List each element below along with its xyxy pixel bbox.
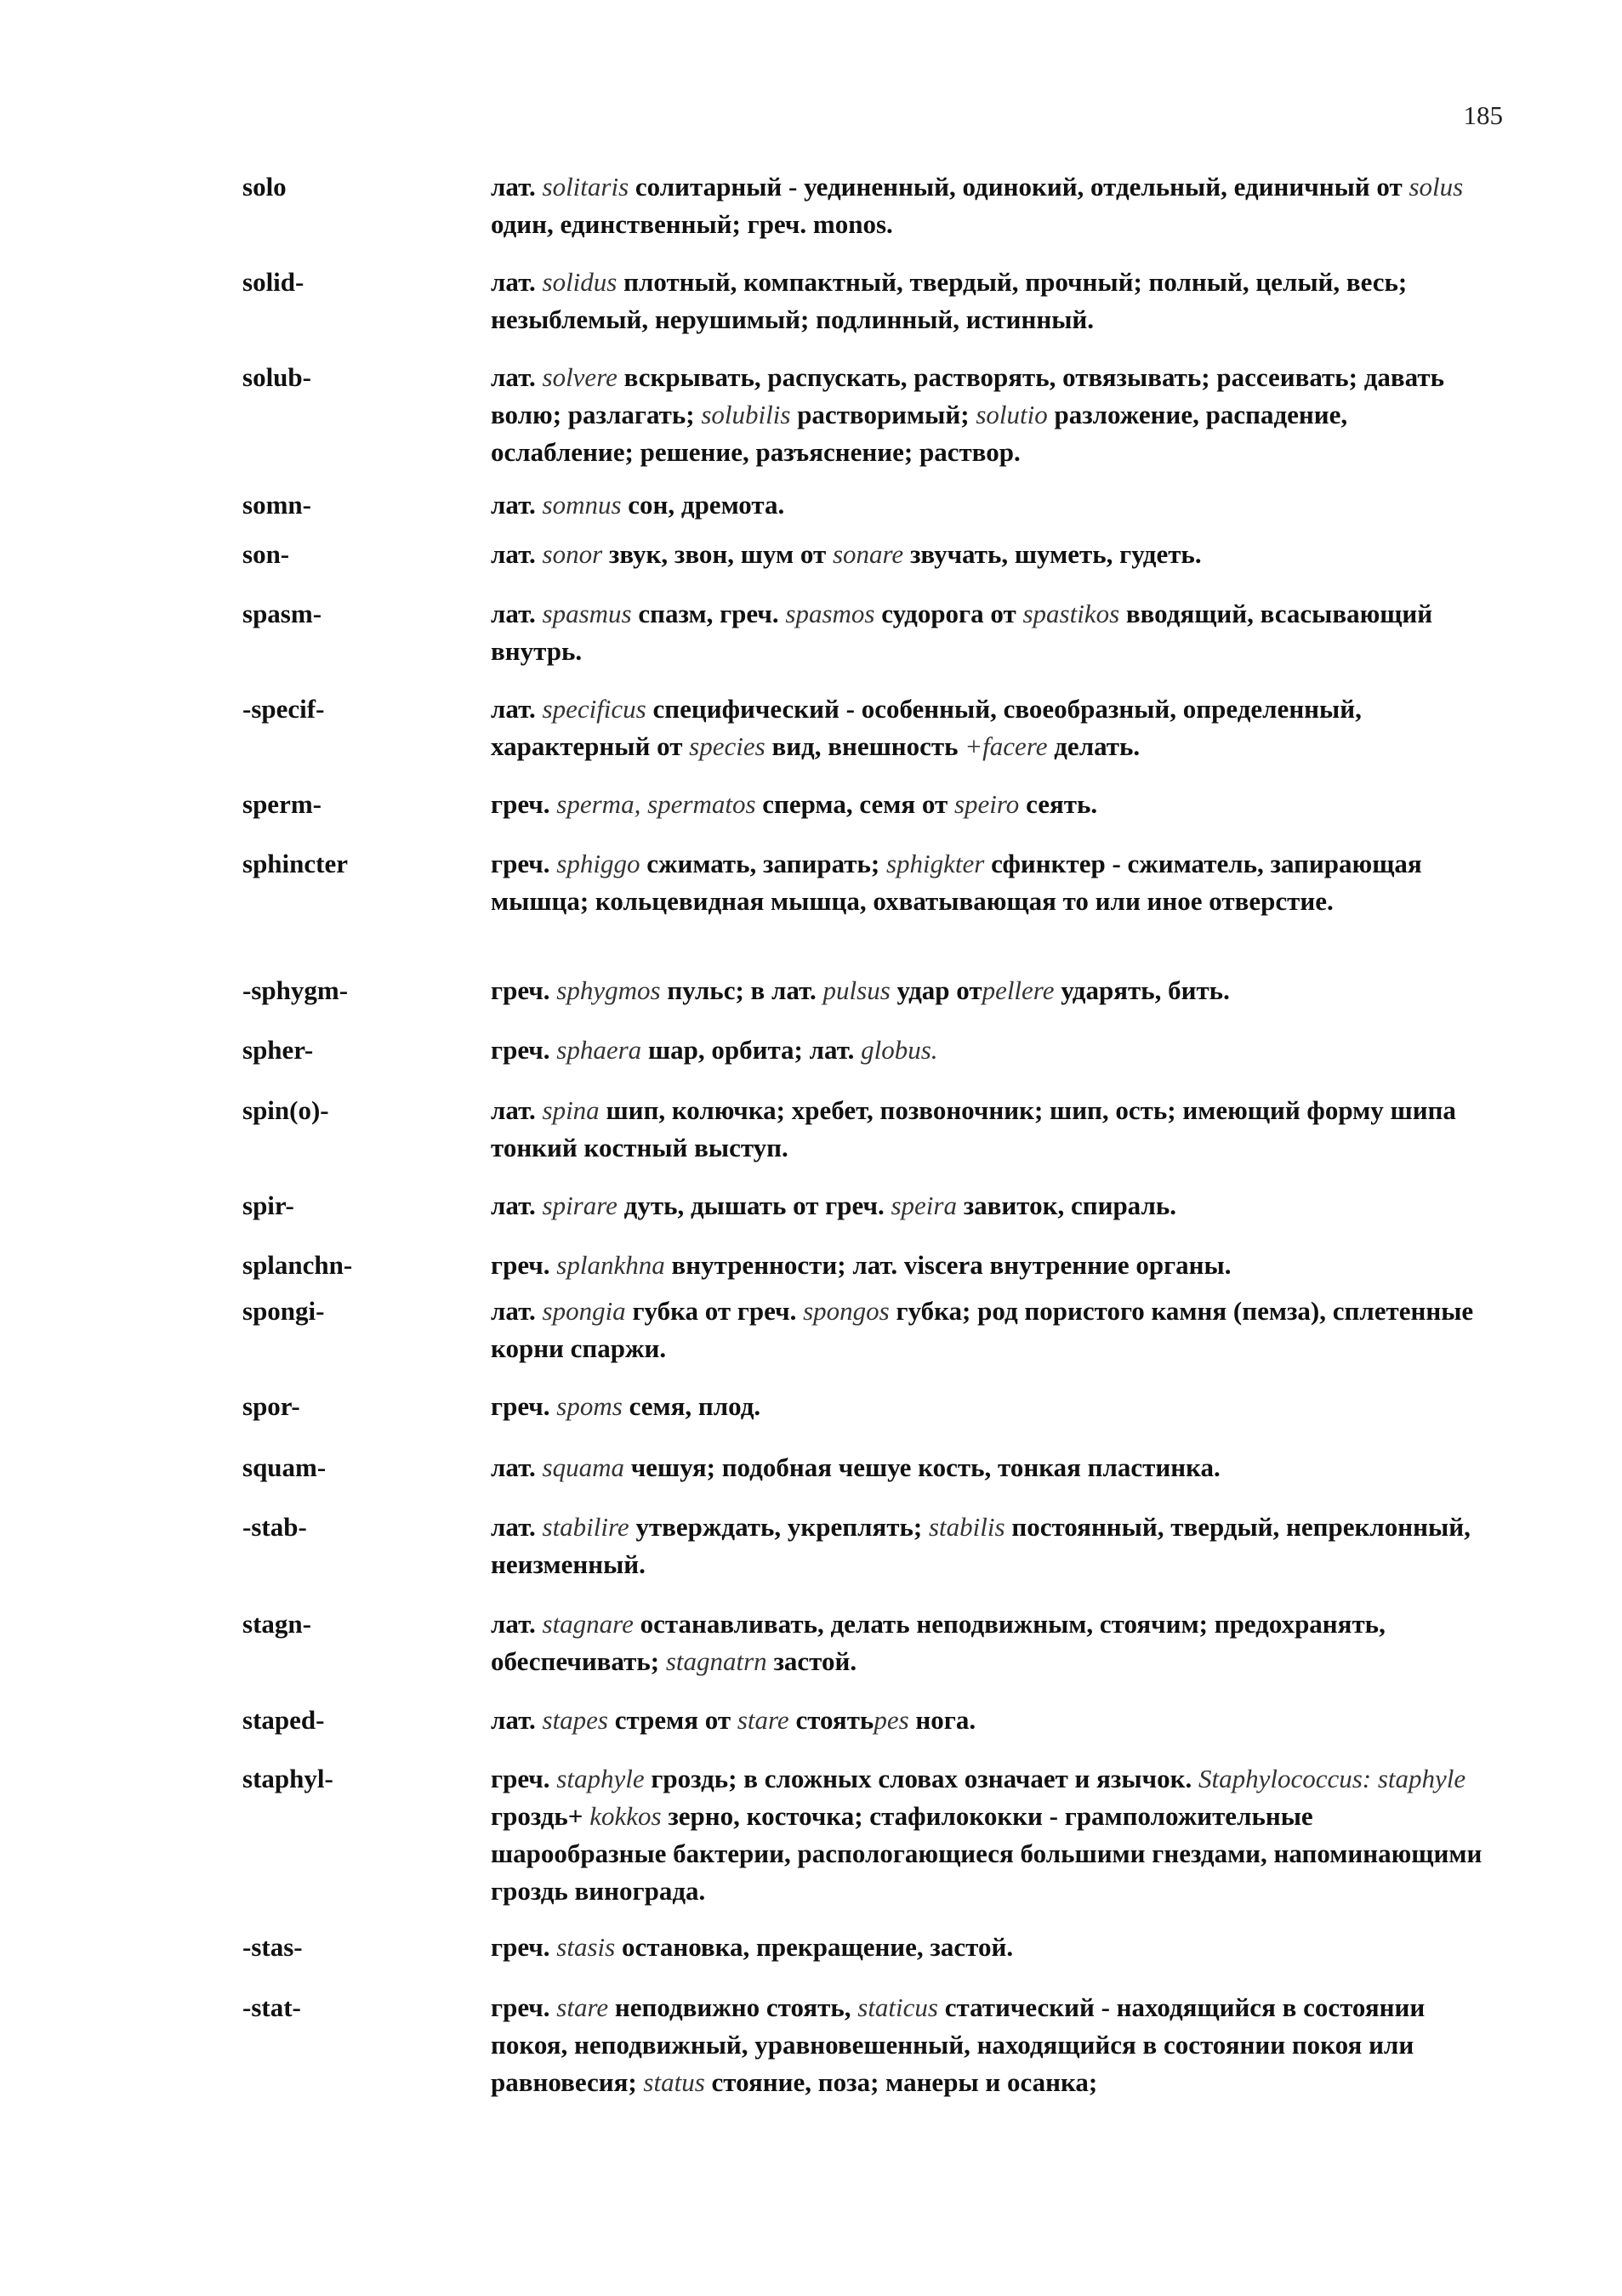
- definition-text-fragment: греч.: [491, 789, 557, 819]
- entry-definition: [491, 1247, 1493, 1284]
- definition-text-fragment: сперма, семя от: [755, 789, 954, 819]
- definition-text-fragment: застой.: [766, 1646, 857, 1676]
- dictionary-entry: [242, 1187, 1493, 1225]
- definition-text-fragment: ударять, бить.: [1054, 975, 1230, 1005]
- definition-italic-fragment: sonare: [832, 539, 904, 569]
- definition-italic-fragment: solus: [1409, 172, 1464, 202]
- dictionary-entry: [242, 359, 1493, 471]
- entry-definition: [491, 1187, 1493, 1225]
- definition-italic-fragment: kokkos: [589, 1801, 662, 1831]
- dictionary-entry: [242, 786, 1493, 823]
- definition-text-fragment: завиток, спираль.: [956, 1191, 1176, 1220]
- definition-text-fragment: лат.: [491, 539, 543, 569]
- definition-text-fragment: пульс; в лат.: [660, 975, 823, 1005]
- entry-term: solub-: [242, 362, 311, 392]
- definition-italic-fragment: sphygmos: [556, 975, 661, 1005]
- definition-text-fragment: спазм, греч.: [631, 599, 786, 628]
- definition-text-fragment: лат.: [491, 599, 543, 628]
- entry-definition: [491, 1449, 1493, 1486]
- dictionary-entry: [242, 972, 1493, 1009]
- entry-term: -specif-: [242, 694, 325, 724]
- definition-text-fragment: один, единственный; греч. monos.: [491, 209, 893, 239]
- entry-definition: [491, 786, 1493, 823]
- entry-term: spir-: [242, 1191, 294, 1220]
- definition-text-fragment: сжимать, запирать;: [640, 849, 886, 878]
- definition-italic-fragment: splankhna: [556, 1250, 665, 1280]
- definition-italic-fragment: staticus: [857, 1992, 938, 2022]
- definition-italic-fragment: squama: [542, 1452, 624, 1482]
- definition-italic-fragment: stasis: [556, 1932, 616, 1962]
- definition-italic-fragment: solvere: [542, 362, 617, 392]
- dictionary-entry: [242, 536, 1493, 573]
- definition-italic-fragment: +facere: [965, 731, 1048, 761]
- definition-italic-fragment: stare: [737, 1705, 789, 1735]
- definition-italic-fragment: spastikos: [1022, 599, 1120, 628]
- definition-text-fragment: специфический - особенный, своеобразный, определенный, характерный от: [491, 694, 1362, 761]
- definition-italic-fragment: spongia: [542, 1296, 626, 1326]
- dictionary-entry: [242, 1702, 1493, 1739]
- dictionary-entry: [242, 1293, 1493, 1367]
- definition-italic-fragment: solutio: [976, 400, 1048, 429]
- entry-definition: [491, 691, 1493, 765]
- dictionary-entry: [242, 1031, 1493, 1069]
- definition-text-fragment: звук, звон, шум от: [602, 539, 833, 569]
- definition-italic-fragment: sperma, spermatos: [556, 789, 756, 819]
- definition-text-fragment: вскрывать, распускать, растворять, отвязывать; рассеивать; давать волю; разлагать;: [491, 362, 1444, 429]
- definition-text-fragment: лат.: [491, 267, 543, 297]
- dictionary-entry: [242, 168, 1493, 243]
- definition-text-fragment: постоянный, твердый, непреклонный, неизменный.: [491, 1512, 1471, 1579]
- dictionary-entry: [242, 264, 1493, 338]
- definition-text-fragment: греч.: [491, 975, 557, 1005]
- entry-definition: [491, 1760, 1493, 1910]
- definition-text-fragment: лат.: [491, 1512, 543, 1542]
- definition-italic-fragment: speiro: [953, 789, 1020, 819]
- definition-text-fragment: губка от греч.: [625, 1296, 804, 1326]
- definition-text-fragment: лат.: [491, 1191, 543, 1220]
- entry-term: squam-: [242, 1452, 327, 1482]
- dictionary-entry: [242, 1989, 1493, 2101]
- definition-text-fragment: лат.: [491, 1296, 543, 1326]
- entry-definition: [491, 359, 1493, 471]
- entry-term: son-: [242, 539, 290, 569]
- entry-term: spor-: [242, 1391, 300, 1421]
- entry-definition: [491, 1293, 1493, 1367]
- entry-term: spongi-: [242, 1296, 325, 1326]
- dictionary-entry: [242, 1605, 1493, 1680]
- definition-italic-fragment: somnus: [542, 490, 622, 520]
- definition-text-fragment: судорога от: [874, 599, 1023, 628]
- definition-text-fragment: шип, колючка; хребет, позвоночник; шип, ость; имеющий форму шипа тонкий костный выступ.: [491, 1095, 1456, 1162]
- definition-text-fragment: статический - находящийся в состоянии покоя, неподвижный, уравновешенный, находящийся в состоянии покоя или равновесия;: [491, 1992, 1426, 2097]
- definition-text-fragment: сон, дремота.: [621, 490, 785, 520]
- definition-text-fragment: растворимый;: [790, 400, 976, 429]
- entry-term: somn-: [242, 490, 311, 520]
- definition-text-fragment: разложение, распадение, ослабление; решение, разъяснение; раствор.: [491, 400, 1348, 467]
- definition-italic-fragment: sphiggo: [556, 849, 640, 878]
- definition-text-fragment: гроздь+: [491, 1801, 590, 1831]
- definition-italic-fragment: globus.: [861, 1035, 938, 1065]
- definition-text-fragment: лат.: [491, 490, 543, 520]
- definition-italic-fragment: sphaera: [556, 1035, 642, 1065]
- definition-text-fragment: лат.: [491, 1095, 543, 1125]
- definition-italic-fragment: staphyle: [556, 1764, 645, 1793]
- definition-text-fragment: губка; род пористого камня (пемза), сплетенные корни спаржи.: [491, 1296, 1474, 1363]
- dictionary-entry: [242, 1509, 1493, 1583]
- definition-text-fragment: вид, внешность: [765, 731, 965, 761]
- definition-italic-fragment: spasmus: [542, 599, 632, 628]
- definition-text-fragment: сфинктер - сжиматель, запирающая мышца; кольцевидная мышца, охватывающая то или иное отверстие.: [491, 849, 1422, 916]
- definition-italic-fragment: species: [689, 731, 765, 761]
- definition-italic-fragment: stapes: [542, 1705, 608, 1735]
- definition-text-fragment: греч.: [491, 1992, 557, 2022]
- definition-text-fragment: дуть, дышать от греч.: [617, 1191, 891, 1220]
- definition-text-fragment: остановка, прекращение, застой.: [615, 1932, 1014, 1962]
- dictionary-entry: [242, 1388, 1493, 1425]
- entry-term: solid-: [242, 267, 304, 297]
- entry-definition: [491, 1702, 1493, 1739]
- entry-term: sphincter: [242, 849, 348, 878]
- definition-italic-fragment: status: [643, 2067, 705, 2097]
- definition-italic-fragment: stagnare: [542, 1609, 634, 1639]
- definition-text-fragment: нога.: [908, 1705, 976, 1735]
- definition-text-fragment: неподвижно стоять,: [608, 1992, 858, 2022]
- entry-definition: [491, 1929, 1493, 1966]
- dictionary-entry: [242, 1760, 1493, 1910]
- definition-italic-fragment: specificus: [542, 694, 646, 724]
- definition-italic-fragment: solitaris: [542, 172, 629, 202]
- dictionary-entry: [242, 595, 1493, 670]
- definition-italic-fragment: spongos: [803, 1296, 890, 1326]
- definition-italic-fragment: solidus: [542, 267, 617, 297]
- dictionary-entry: [242, 845, 1493, 920]
- entry-term: staped-: [242, 1705, 325, 1735]
- definition-text-fragment: останавливать, делать неподвижным, стоячим; предохранять, обеспечивать;: [491, 1609, 1386, 1676]
- entry-definition: [491, 486, 1493, 524]
- definition-text-fragment: лат.: [491, 1705, 543, 1735]
- entry-definition: [491, 1989, 1493, 2101]
- dictionary-entry: [242, 1247, 1493, 1284]
- page-number: 185: [1463, 100, 1503, 130]
- definition-italic-fragment: spina: [542, 1095, 600, 1125]
- definition-italic-fragment: pellere: [982, 975, 1055, 1005]
- dictionary-entry: [242, 1449, 1493, 1486]
- dictionary-entry: [242, 691, 1493, 765]
- entry-definition: [491, 536, 1493, 573]
- dictionary-entry: [242, 486, 1493, 524]
- definition-text-fragment: семя, плод.: [622, 1391, 761, 1421]
- definition-text-fragment: солитарный - уединенный, одинокий, отдельный, единичный от: [629, 172, 1409, 202]
- entry-term: stagn-: [242, 1609, 311, 1639]
- definition-text-fragment: греч.: [491, 1932, 557, 1962]
- dictionary-entry: [242, 1092, 1493, 1167]
- entry-term: -stab-: [242, 1512, 307, 1542]
- definition-text-fragment: гроздь; в сложных словах означает и язычок.: [644, 1764, 1198, 1793]
- entry-definition: [491, 595, 1493, 670]
- entry-term: splanchn-: [242, 1250, 353, 1280]
- definition-text-fragment: зерно, косточка; стафилококки - грамположительные шарообразные бактерии, распологающиеся большими гнездами, напоминающими гроздь винограда.: [491, 1801, 1483, 1906]
- entry-definition: [491, 845, 1493, 920]
- definition-text-fragment: лат.: [491, 1609, 543, 1639]
- entry-term: -stas-: [242, 1932, 303, 1962]
- definition-text-fragment: лат.: [491, 172, 543, 202]
- definition-italic-fragment: spasmos: [785, 599, 875, 628]
- definition-text-fragment: стоять: [788, 1705, 874, 1735]
- entry-definition: [491, 1092, 1493, 1167]
- definition-text-fragment: звучать, шуметь, гудеть.: [903, 539, 1202, 569]
- definition-text-fragment: чешуя; подобная чешуе кость, тонкая пластинка.: [623, 1452, 1221, 1482]
- definition-italic-fragment: stagnatrn: [665, 1646, 767, 1676]
- entry-definition: [491, 168, 1493, 243]
- entry-term: -sphygm-: [242, 975, 349, 1005]
- definition-italic-fragment: spoms: [556, 1391, 623, 1421]
- definition-text-fragment: лат.: [491, 1452, 543, 1482]
- definition-italic-fragment: Staphylococcus: staphyle: [1198, 1764, 1466, 1793]
- definition-text-fragment: утверждать, укреплять;: [629, 1512, 929, 1542]
- definition-text-fragment: греч.: [491, 1035, 557, 1065]
- entry-definition: [491, 1388, 1493, 1425]
- definition-italic-fragment: solubilis: [701, 400, 791, 429]
- dictionary-entry: [242, 1929, 1493, 1966]
- entry-term: spasm-: [242, 599, 322, 628]
- definition-text-fragment: стремя от: [608, 1705, 737, 1735]
- definition-text-fragment: греч.: [491, 1250, 557, 1280]
- definition-italic-fragment: pes: [874, 1705, 909, 1735]
- entry-definition: [491, 1605, 1493, 1680]
- definition-text-fragment: сеять.: [1019, 789, 1098, 819]
- entry-term: solo: [242, 172, 287, 202]
- entry-term: staphyl-: [242, 1764, 333, 1793]
- definition-text-fragment: греч.: [491, 849, 557, 878]
- entry-definition: [491, 1509, 1493, 1583]
- entry-term: -stat-: [242, 1992, 301, 2022]
- entry-definition: [491, 1031, 1493, 1069]
- definition-italic-fragment: pulsus: [822, 975, 891, 1005]
- definition-text-fragment: греч.: [491, 1391, 557, 1421]
- entry-term: spher-: [242, 1035, 314, 1065]
- definition-text-fragment: стояние, поза; манеры и осанка;: [704, 2067, 1098, 2097]
- definition-italic-fragment: stabilire: [542, 1512, 629, 1542]
- definition-text-fragment: делать.: [1047, 731, 1141, 761]
- definition-text-fragment: внутренности; лат. viscera внутренние органы.: [664, 1250, 1232, 1280]
- entry-term: spin(o)-: [242, 1095, 329, 1125]
- definition-italic-fragment: stabilis: [928, 1512, 1005, 1542]
- definition-text-fragment: греч.: [491, 1764, 557, 1793]
- definition-text-fragment: удар от: [890, 975, 982, 1005]
- entry-definition: [491, 264, 1493, 338]
- definition-italic-fragment: spirare: [542, 1191, 617, 1220]
- definition-italic-fragment: sphigkter: [885, 849, 985, 878]
- definition-text-fragment: шар, орбита; лат.: [641, 1035, 862, 1065]
- definition-text-fragment: вводящий, всасывающий внутрь.: [491, 599, 1433, 666]
- definition-italic-fragment: sonor: [542, 539, 603, 569]
- definition-italic-fragment: stare: [556, 1992, 609, 2022]
- entry-definition: [491, 972, 1493, 1009]
- definition-text-fragment: лат.: [491, 694, 543, 724]
- definition-text-fragment: плотный, компактный, твердый, прочный; полный, целый, весь; незыблемый, нерушимый; подлинный, истинный.: [491, 267, 1408, 334]
- entry-term: sperm-: [242, 789, 322, 819]
- definition-italic-fragment: speira: [891, 1191, 957, 1220]
- definition-text-fragment: лат.: [491, 362, 543, 392]
